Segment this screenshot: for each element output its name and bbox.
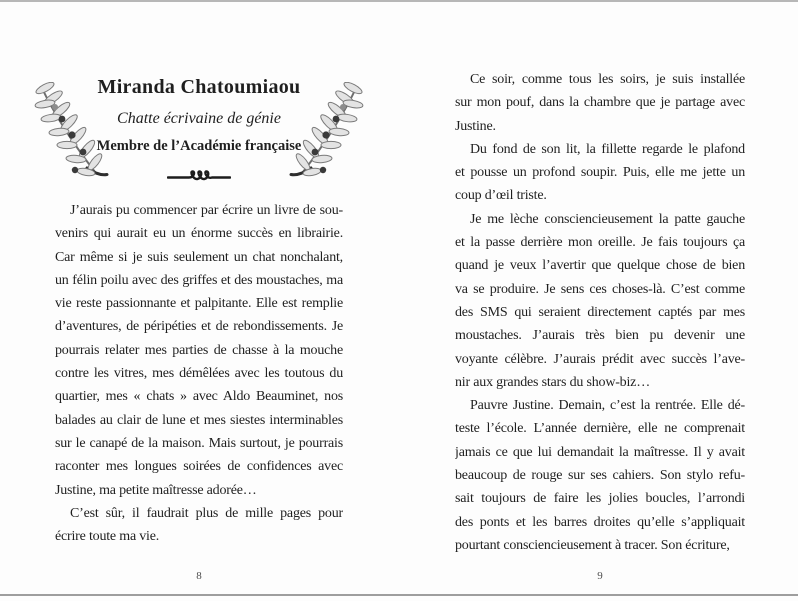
right-page-text (455, 68, 745, 557)
text-line: quand je veux l’avertir que quelque chose de bien (455, 258, 745, 274)
text-line: J’aurais pu commencer par écrire un livre de sou- (70, 203, 343, 218)
text-line: sur mon pouf, dans la chambre que je partage avec (455, 95, 745, 111)
text-line: Pauvre Justine. Demain, c’est la rentrée. Elle dé- (470, 398, 745, 414)
text-line: teste l’école. L’année dernière, elle ne comprenait (455, 421, 745, 437)
text-line: et pousse un profond soupir. Puis, elle me jette un (455, 165, 745, 181)
left-page-text (55, 199, 343, 548)
author-name: Miranda Chatoumiaou (97, 76, 301, 98)
text-line: des SMS qui seraient directement captés par mes (455, 304, 745, 320)
text-line: Je me lèche consciencieusement la patte gauche (470, 211, 745, 227)
text-line: nir aux grandes stars du show-biz… (455, 374, 650, 390)
text-line: beaucoup de rouge sur ses cahiers. Son stylo refu- (455, 468, 745, 484)
text-line: voyante célèbre. J’aurais prédit avec succès l’ave- (455, 351, 745, 367)
text-line: pourtant consciencieusement à tracer. Son écriture, (455, 537, 730, 553)
text-line: jamais ce que lui demandait la maîtresse. Il y avait (455, 444, 745, 460)
left-page-number: 8 (196, 570, 202, 582)
text-line: d’aventures, de péripéties et de rebondissements. Je (55, 319, 343, 335)
text-line: raconter mes longues soirées de confidences avec (55, 459, 343, 475)
text-line: écrire toute ma vie. (55, 529, 160, 545)
text-line: coup d’œil triste. (455, 188, 547, 204)
text-line: vie reste passionnante et palpitante. Elle est remplie (55, 296, 343, 312)
text-line: Justine, ma petite maîtresse adorée… (55, 482, 257, 498)
text-line: Du fond de son lit, la fillette regarde le plafond (470, 141, 745, 157)
right-page (455, 0, 745, 601)
text-line: venirs qui aurait eu un énorme succès en librairie. (55, 226, 343, 242)
left-page (55, 0, 343, 601)
text-line: et la passe derrière mon oreille. Je fais toujours ça (455, 235, 745, 251)
squiggle-divider-icon (167, 168, 231, 184)
text-line: quartier, mes « chats » avec Aldo Beauminet, nos (55, 389, 343, 405)
right-page-number: 9 (597, 570, 603, 582)
text-line: Justine. (455, 118, 496, 134)
text-line: va se produire. Je sens ces choses-là. C’est comme (455, 281, 745, 297)
chapter-header (29, 70, 369, 195)
text-line: moustaches. J’aurais très bien pu devenir une (455, 328, 745, 344)
text-line: Ce soir, comme tous les soirs, je suis installée (470, 72, 745, 87)
text-line: sur le canapé de la maison. Mais surtout, je pourrais (55, 435, 343, 451)
text-line: Car même si je suis seulement un chat nonchalant, (55, 249, 343, 265)
text-line: pourrais relater mes parties de chasse à la mouche (55, 342, 343, 358)
text-line: un félin poilu avec des griffes et des moustaches, ma (55, 272, 343, 288)
author-subtitle: Chatte écrivaine de génie (117, 110, 281, 127)
author-affiliation: Membre de l’Académie française (96, 138, 302, 154)
text-line: sait toujours de faire les jolies boucles, l’arrondi (455, 491, 745, 507)
text-line: des ponts et les barres droites qu’elle s’appliquait (455, 514, 745, 530)
text-line: C’est sûr, il faudrait plus de mille pages pour (70, 505, 343, 521)
text-line: contre les vitres, mes démêlées avec les toutous du (55, 366, 343, 382)
text-line: balades au clair de lune et mes siestes interminables (55, 412, 343, 428)
